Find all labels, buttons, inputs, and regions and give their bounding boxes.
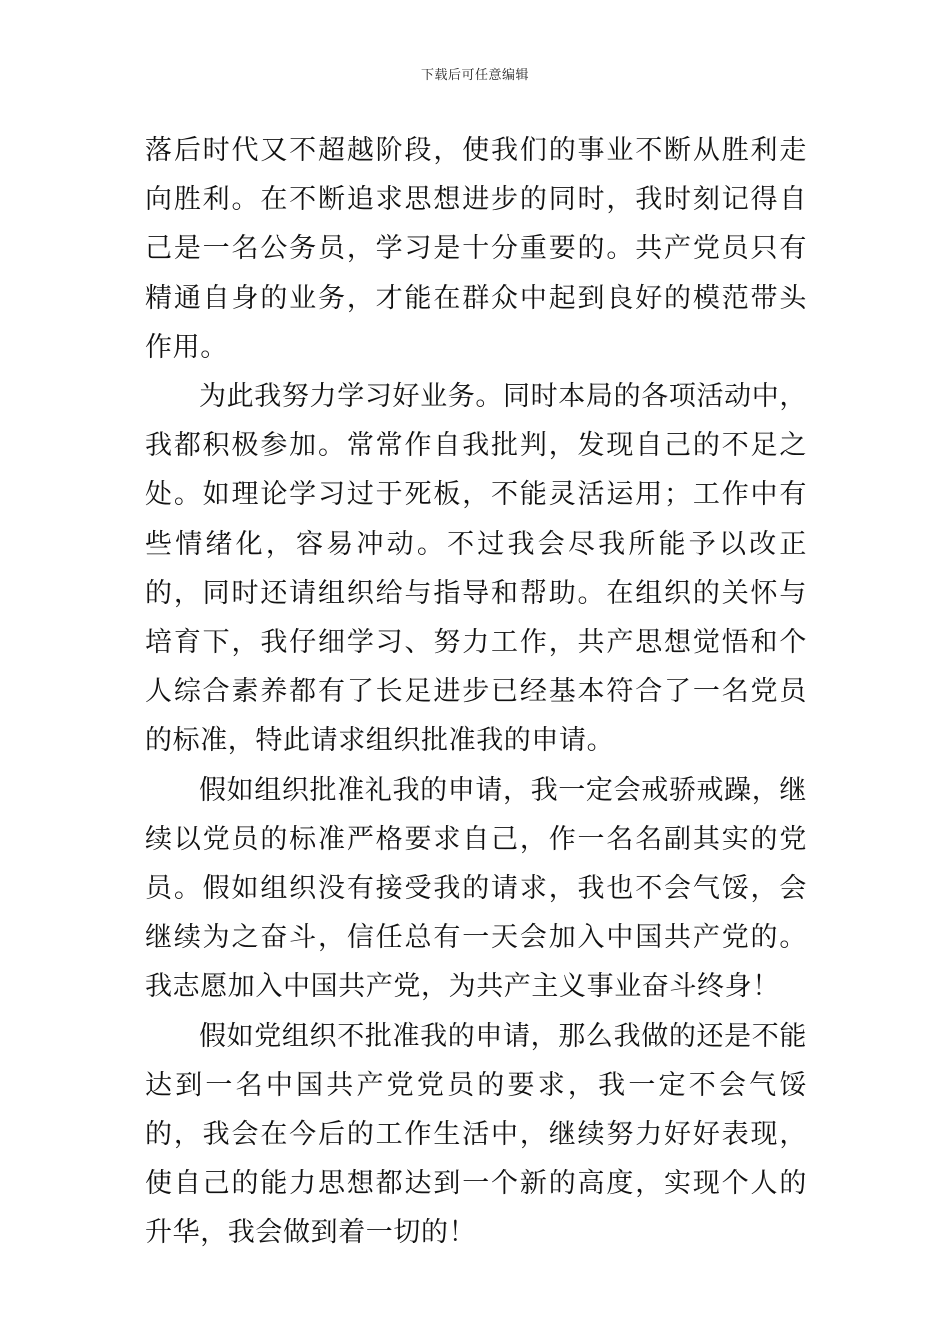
page-header: 下载后可任意编辑 xyxy=(420,68,529,83)
paragraph-2: 为此我努力学习好业务。同时本局的各项活动中，我都积极参加。常常作自我批判，发现自己的不足之处。如理论学习过于死板，不能灵活运用；工作中有些情绪化，容易冲动。不过我会尽我所能予以改正的，同时还请组织给与指导和帮助。在组织的关怀与培育下，我仔细学习、努力工作，共产思想觉悟和个人综合素养都有了长足进步已经基本符合了一名党员的标准，特此请求组织批准我的申请。 xyxy=(145,381,807,757)
document-body xyxy=(145,126,807,1258)
paragraph-3: 假如组织批准礼我的申请，我一定会戒骄戒躁，继续以党员的标准严格要求自己，作一名名副其实的党员。假如组织没有接受我的请求，我也不会气馁，会继续为之奋斗，信任总有一天会加入中国共产党的。我志愿加入中国共产党，为共产主义事业奋斗终身！ xyxy=(145,774,807,1003)
paragraph-1: 落后时代又不超越阶段，使我们的事业不断从胜利走向胜利。在不断追求思想进步的同时，我时刻记得自己是一名公务员，学习是十分重要的。共产党员只有精通自身的业务，才能在群众中起到良好的模范带头作用。 xyxy=(145,135,807,363)
paragraph-4: 假如党组织不批准我的申请，那么我做的还是不能达到一名中国共产党党员的要求，我一定不会气馁的，我会在今后的工作生活中，继续努力好好表现，使自己的能力思想都达到一个新的高度，实现个人的升华，我会做到着一切的！ xyxy=(145,1020,807,1249)
